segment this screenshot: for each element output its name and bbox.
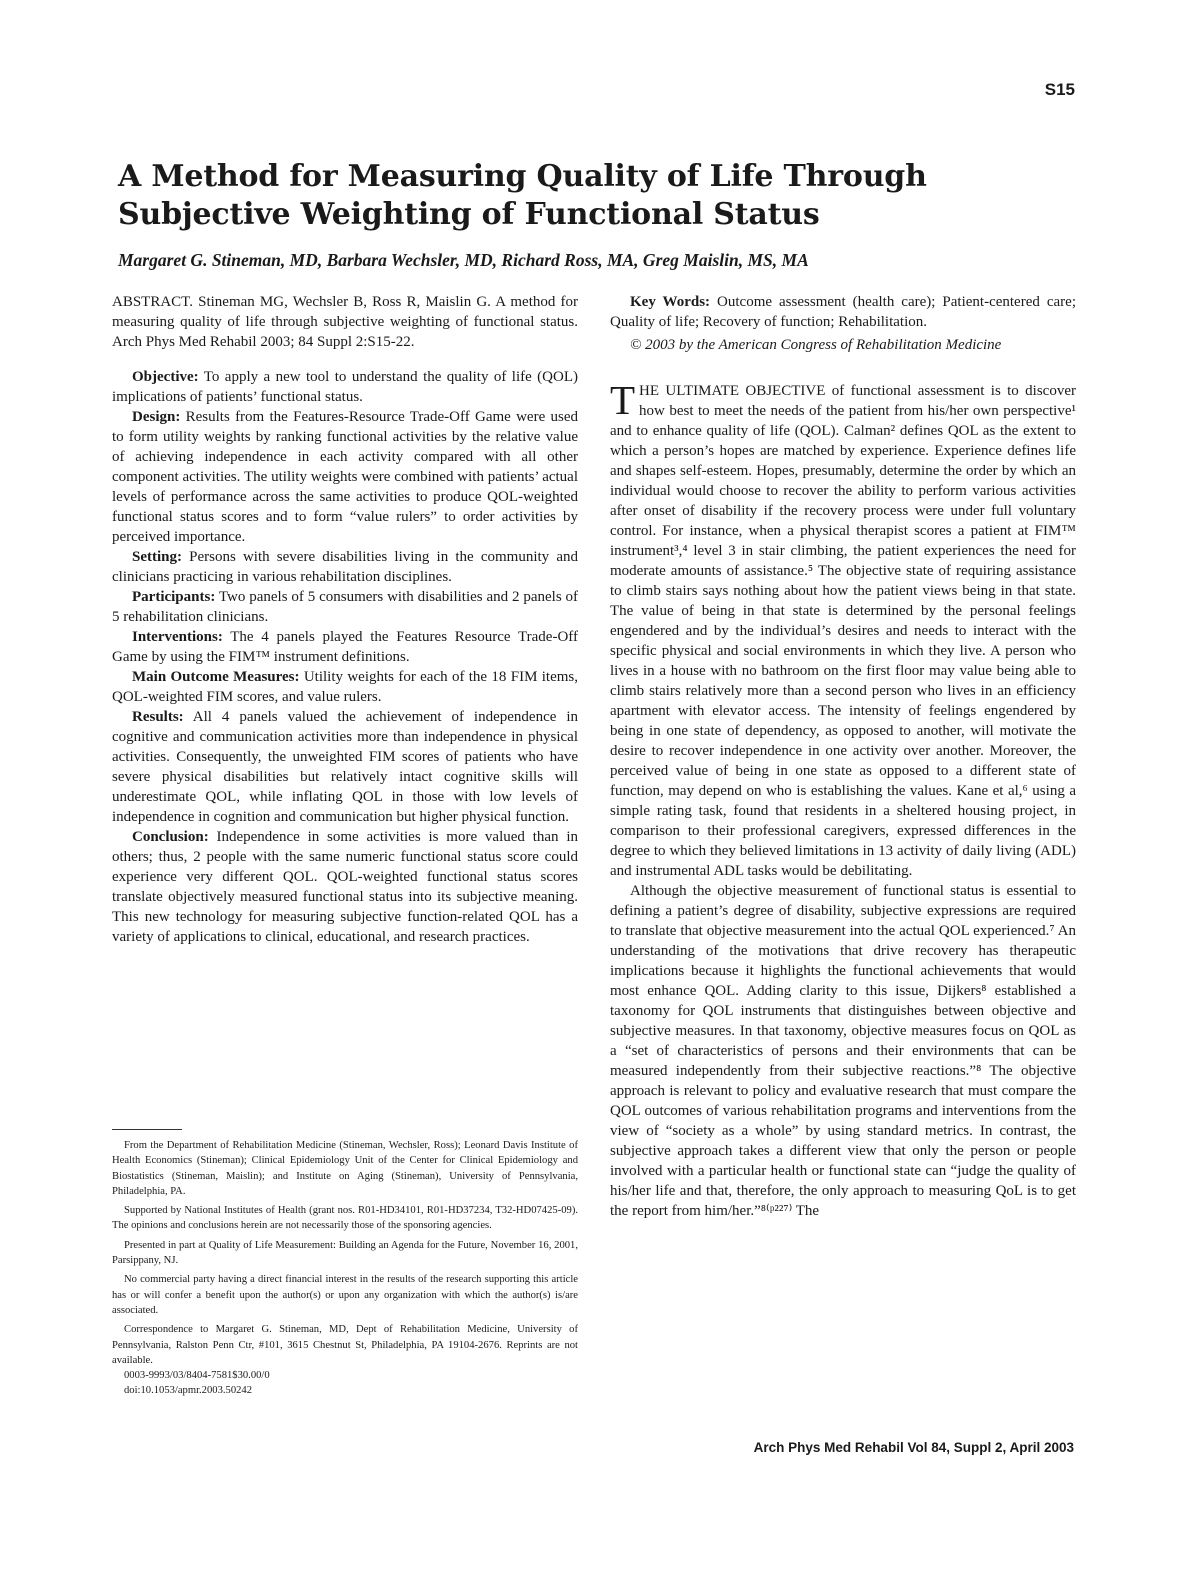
page-number: S15 bbox=[1044, 80, 1075, 99]
results-label: Results: bbox=[132, 709, 184, 725]
abstract-objective bbox=[112, 367, 578, 407]
abstract-outcome-measures bbox=[112, 667, 578, 707]
conclusion-label: Conclusion: bbox=[132, 829, 209, 845]
footnote-issn: 0003-9993/03/8404-7581$30.00/0 bbox=[124, 1370, 270, 1382]
copyright-notice: © 2003 by the American Congress of Rehabilitation Medicine bbox=[630, 337, 1002, 353]
lead-in-caps: HE ULTIMATE OBJECTIVE bbox=[639, 383, 826, 399]
footnote-conflict: No commercial party having a direct financial interest in the results of the research supporting this article has or will confer a benefit upon the author(s) or upon any organization with which the author(s) is/are associated. bbox=[112, 1274, 578, 1316]
design-label: Design: bbox=[132, 409, 181, 425]
drop-cap: T bbox=[610, 377, 636, 423]
abstract-participants bbox=[112, 587, 578, 627]
intro-text: of functional assessment is to discover how best to meet the needs of the patient from his/her own perspective¹ and to enhance quality of life (QOL). Calman² defines QOL as the extent to which a person’s hopes are matched by experience. Experience defines life and shapes self-esteem. Hopes, presumably, determine the order by which an individual would choose to recover the ability to perform various activities after onset of disability if the recovery process were under full voluntary control. For instance, when a physical therapist scores a patient at FIM™ instrument³,⁴ level 3 in stair climbing, the patient experiences the need for moderate amounts of assistance.⁵ The objective state of requiring assistance to climb stairs says nothing about how the patient views being in that state. The value of being in that state is determined by the personal feelings engendered and by the individual’s desires and needs to interact with the specific physical and social environments in which they live. A person who lives in a house with no bathroom on the first floor may value being able to climb stairs relatively more than a second person who lives in an efficiency apartment with elevator access. The intensity of feelings engendered by being in one state of dependency, as opposed to another, will motivate the desire to recover independence in one activity over another. Moreover, the perceived value of being in one state as opposed to a different state of function, may depend on who is establishing the values. Kane et al,⁶ using a simple rating task, found that residents in a sheltered housing project, in comparison to their professional caregivers, expressed differences in the degree to which they believed limitations in 13 activity of daily living (ADL) and instrumental ADL tasks would be debilitating. bbox=[610, 383, 1076, 879]
objective-text: To apply a new tool to understand the quality of life (QOL) implications of patients’ functional status. bbox=[112, 369, 578, 405]
abstract-citation: ABSTRACT. Stineman MG, Wechsler B, Ross R, Maislin G. A method for measuring quality of life through subjective weighting of functional status. Arch Phys Med Rehabil 2003; 84 Suppl 2:S15-22. bbox=[112, 294, 578, 350]
outcome-measures-label: Main Outcome Measures: bbox=[132, 669, 300, 685]
keywords-text: Outcome assessment (health care); Patient-centered care; Quality of life; Recovery of function; Rehabilitation. bbox=[610, 294, 1076, 330]
participants-text: Two panels of 5 consumers with disabilities and 2 panels of 5 rehabilitation clinicians. bbox=[112, 589, 578, 625]
results-text: All 4 panels valued the achievement of independence in cognitive and communication activities more than independence in physical activities. Consequently, the unweighted FIM scores of patients who have severe physical disabilities but relatively intact cognitive skills will underestimate QOL, while inflating QOL in those with low levels of independence in cognition and communication but higher physical function. bbox=[112, 709, 578, 825]
footnote-doi: doi:10.1053/apmr.2003.50242 bbox=[124, 1385, 253, 1397]
abstract-design bbox=[112, 407, 578, 547]
footnote-support: Supported by National Institutes of Health (grant nos. R01-HD34101, R01-HD37234, T32-HD07425-09). The opinions and conclusions herein are not necessarily those of the sponsoring agencies. bbox=[112, 1205, 578, 1232]
abstract-column bbox=[112, 292, 578, 947]
objective-label: Objective: bbox=[132, 369, 199, 385]
footnote-affiliation: From the Department of Rehabilitation Medicine (Stineman, Wechsler, Ross); Leonard Davis Institute of Health Economics (Stineman); Clinical Epidemiology Unit of the Center for Clinical Epidemiology and Biostatistics (Stineman, Maislin); and Institute on Aging (Stineman), University of Pennsylvania, Philadelphia, PA. bbox=[112, 1140, 578, 1197]
journal-footer: Arch Phys Med Rehabil Vol 84, Suppl 2, April 2003 bbox=[753, 1440, 1074, 1455]
conclusion-text: Independence in some activities is more valued than in others; thus, 2 people with the same numeric functional status score could experience very different QOL. QOL-weighted functional status scores translate objectively measured functional status into its subjective meaning. This new technology for measuring subjective function-related QOL has a variety of applications to clinical, educational, and research practices. bbox=[112, 829, 578, 945]
interventions-text: The 4 panels played the Features Resource Trade-Off Game by using the FIM™ instrument definitions. bbox=[112, 629, 578, 665]
abstract-conclusion bbox=[112, 827, 578, 947]
body-column bbox=[610, 292, 1076, 1221]
body-paragraph-2: Although the objective measurement of functional status is essential to defining a patient’s degree of disability, subjective expressions are required to translate that objective measurement into the actual QOL experienced.⁷ An understanding of the motivations that drive recovery has therapeutic implications because it highlights the functional achievements that would most enhance QOL. Adding clarity to this issue, Dijkers⁸ established a taxonomy for QOL instruments that distinguishes between objective and subjective measures. In that taxonomy, objective measures focus on QOL as a “set of characteristics of persons and their environments that can be measured independently from their subjective reactions.”⁸ The objective approach is relevant to policy and evaluative research that must compare the QOL outcomes of various rehabilitation programs and interventions from the view of “society as a whole” by using standard metrics. In contrast, the subjective approach takes a different view that only the person or people involved with a particular health or functional state can “judge the quality of his/her life and that, therefore, the only approach to measuring QoL is to get the report from him/her.”⁸⁽ᵖ²²⁷⁾ The bbox=[610, 883, 1076, 1219]
article-title: A Method for Measuring Quality of Life Through Subjective Weighting of Functional Status bbox=[118, 159, 927, 232]
setting-text: Persons with severe disabilities living in the community and clinicians practicing in various rehabilitation disciplines. bbox=[112, 549, 578, 585]
abstract-setting bbox=[112, 547, 578, 587]
keywords bbox=[610, 292, 1076, 332]
keywords-label: Key Words: bbox=[630, 294, 711, 310]
abstract-results bbox=[112, 707, 578, 827]
footnote-divider bbox=[112, 1129, 182, 1130]
author-list: Margaret G. Stineman, MD, Barbara Wechsler, MD, Richard Ross, MA, Greg Maislin, MS, MA bbox=[118, 250, 809, 270]
design-text: Results from the Features-Resource Trade-Off Game were used to form utility weights by ranking functional activities by the relative value of achieving independence in each activity compared with all other component activities. The utility weights were combined with patients’ actual levels of performance across the same activities to produce QOL-weighted functional status scores and to form “value rulers” to order activities by perceived importance. bbox=[112, 409, 578, 545]
outcome-measures-text: Utility weights for each of the 18 FIM items, QOL-weighted FIM scores, and value rulers. bbox=[112, 669, 578, 705]
footnotes bbox=[112, 1138, 578, 1399]
footnote-correspondence: Correspondence to Margaret G. Stineman, MD, Dept of Rehabilitation Medicine, University of Pennsylvania, Ralston Penn Ctr, #101, 3615 Chestnut St, Philadelphia, PA 19104-2676. Reprints are not available. bbox=[112, 1324, 578, 1366]
participants-label: Participants: bbox=[132, 589, 216, 605]
intro-paragraph bbox=[610, 377, 1076, 881]
setting-label: Setting: bbox=[132, 549, 182, 565]
footnote-presented: Presented in part at Quality of Life Measurement: Building an Agenda for the Future, November 16, 2001, Parsippany, NJ. bbox=[112, 1239, 578, 1267]
abstract-interventions bbox=[112, 627, 578, 667]
interventions-label: Interventions: bbox=[132, 629, 223, 645]
